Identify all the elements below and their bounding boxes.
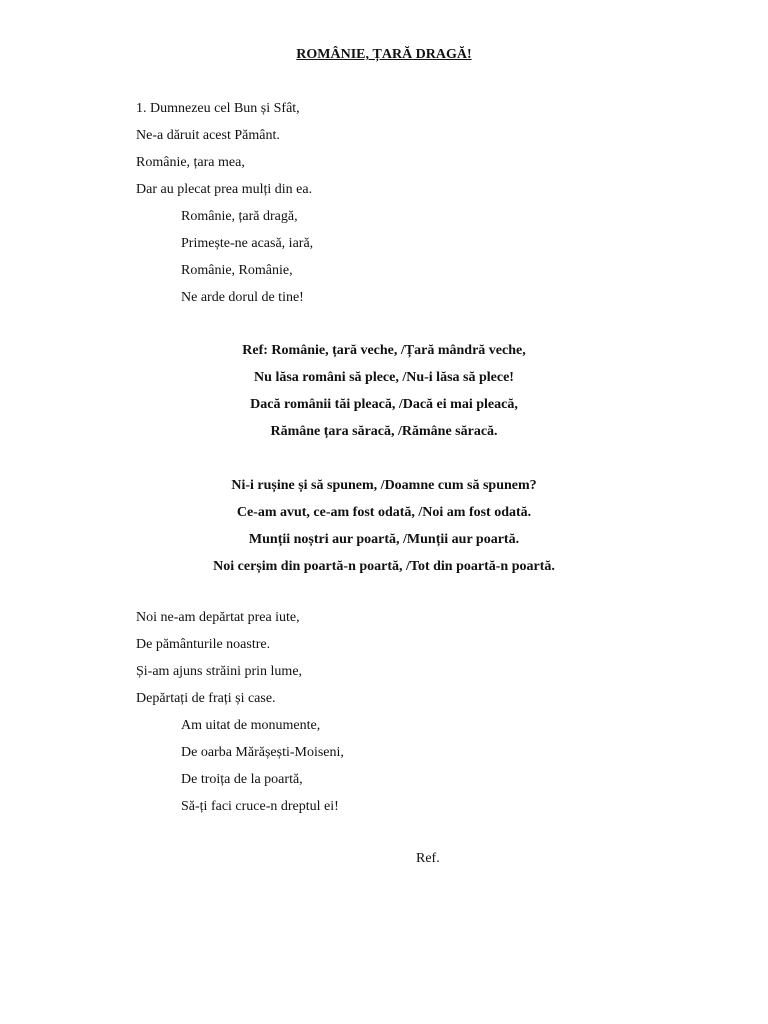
refrain-line: Munții noștri aur poartă, /Munții aur poartă. xyxy=(248,532,520,547)
closing-refrain-marker: Ref. xyxy=(416,851,440,866)
refrain-line: Dacă românii tăi pleacă, /Dacă ei mai pleacă, xyxy=(250,397,518,412)
refrain-line: Ref: Românie, țară veche, /Țară mândră veche, xyxy=(242,343,526,358)
verse-2 xyxy=(0,609,768,825)
verse-line: De pământurile noastre. xyxy=(136,637,271,652)
refrain-line: Noi cerșim din poartă-n poartă, /Tot din poartă-n poartă. xyxy=(213,559,555,574)
refrain-line: Ce-am avut, ce-am fost odată, /Noi am fost odată. xyxy=(236,505,532,520)
verse-line: Depărtați de frați și case. xyxy=(136,691,276,706)
verse-line: Și-am ajuns străini prin lume, xyxy=(136,664,303,679)
verse-line-indented: De oarba Mărășești-Moiseni, xyxy=(181,745,344,760)
refrain-line: Rămâne țara săracă, /Rămâne săracă. xyxy=(270,424,498,439)
verse-line-indented: Am uitat de monumente, xyxy=(181,718,321,733)
verse-line-indented: Românie, țară dragă, xyxy=(181,209,298,224)
song-title: ROMÂNIE, ȚARĂ DRAGĂ! xyxy=(296,47,472,62)
verse-line: Dar au plecat prea mulți din ea. xyxy=(136,182,313,197)
refrain-line: Ni-i rușine și să spunem, /Doamne cum să spunem? xyxy=(231,478,537,493)
verse-line: Noi ne-am depărtat prea iute, xyxy=(136,610,300,625)
refrain-line: Nu lăsa românі să plece, /Nu-i lăsa să plece! xyxy=(254,370,514,385)
verse-line: Ne-a dăruit acest Pământ. xyxy=(136,128,280,143)
verse-line-indented: Să-ți faci cruce-n dreptul ei! xyxy=(181,799,339,814)
verse-line: 1. Dumnezeu cel Bun și Sfât, xyxy=(136,101,300,116)
verse-line-indented: De troița de la poartă, xyxy=(181,772,303,787)
refrain-1 xyxy=(0,342,768,450)
verse-line-indented: Primește-ne acasă, iară, xyxy=(181,236,314,251)
verse-1 xyxy=(0,100,768,316)
verse-line-indented: Ne arde dorul de tine! xyxy=(181,290,304,305)
verse-line-indented: Românie, Românie, xyxy=(181,263,293,278)
refrain-2 xyxy=(0,477,768,585)
verse-line: Românie, țara mea, xyxy=(136,155,245,170)
